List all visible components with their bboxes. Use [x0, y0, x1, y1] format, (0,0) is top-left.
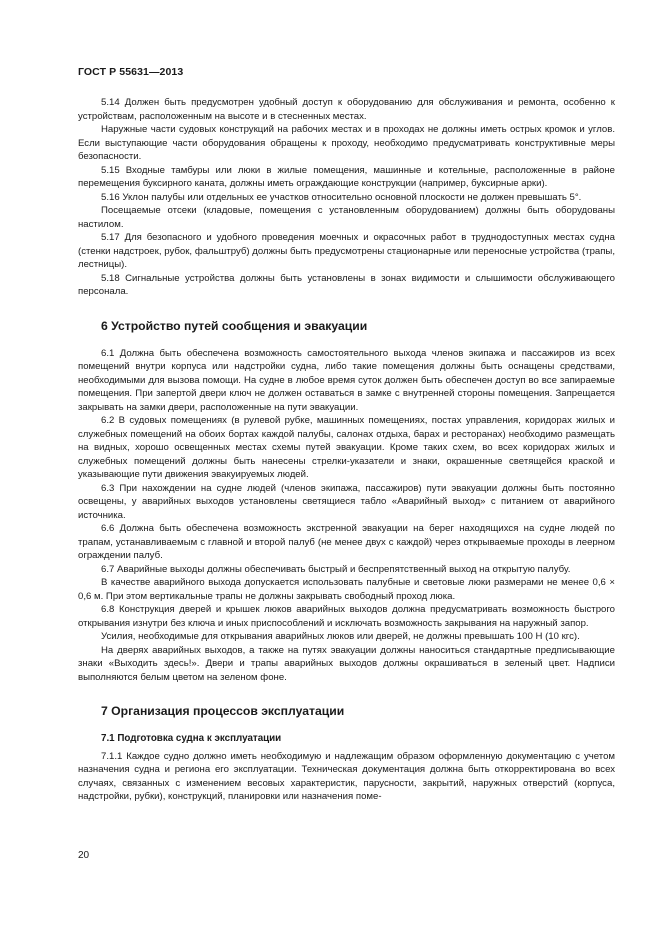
paragraph-6-2: 6.2 В судовых помещениях (в рулевой рубке, машинных помещениях, постах управления, коридорах жилых и служебных помещений на обоих бортах каждой палубы, салонах отдыха, барах и ресторанах) необходимо размещать на видных, хорошо освещенных местах схемы путей эвакуации. Кроме таких схем, во всех коридорах жилых и служебных помещений должны быть нанесены стрелки-указатели и знаки, окрашенные светящейся краской и указывающие пути движения эвакуируемых людей.: [78, 415, 615, 480]
paragraph-6-3: 6.3 При нахождении на судне людей (членов экипажа, пассажиров) пути эвакуации должны быть постоянно освещены, у аварийных выходов установлены светящиеся табло «Аварийный выход» с питанием от аварийного источника.: [78, 482, 615, 521]
document-body: [78, 96, 615, 804]
paragraph-6-1: 6.1 Должна быть обеспечена возможность самостоятельного выхода членов экипажа и пассажиров из всех помещений внутри корпуса или надстройки судна, либо такие помещения должны быть оснащены средствами, необходимыми для вызова помощи. На судне в любое время суток должен быть обеспечен доступ во все запираемые помещения. При запертой двери ключ не должен оставаться в замке с внутренней стороны помещения. Запрещается закрывать на замки двери, расположенные на пути эвакуации.: [78, 347, 615, 413]
paragraph-6-6: 6.6 Должна быть обеспечена возможность экстренной эвакуации на берег находящихся на судне людей по трапам, устанавливаемым с главной и второй палуб (не менее двух с каждой) через открываемые проходы в леерном ограждении палуб.: [78, 523, 615, 561]
section-7-heading: 7 Организация процессов эксплуатации: [101, 704, 345, 718]
paragraph-5-17: 5.17 Для безопасного и удобного проведения моечных и окрасочных работ в труднодоступных местах судна (стенки надстроек, рубок, фальштруб) должны быть предусмотрены стационарные или переносные устройства (трапы, лестницы).: [78, 232, 615, 270]
paragraph-5-18: 5.18 Сигнальные устройства должны быть установлены в зонах видимости и слышимости обслуживающего персонала.: [78, 272, 615, 297]
paragraph-6-7: 6.7 Аварийные выходы должны обеспечивать быстрый и беспрепятственный выход на открытую палубу.: [101, 563, 571, 575]
paragraph-6-8-signs: На дверях аварийных выходов, а также на путях эвакуации должны наноситься стандартные предписывающие знаки «Выходить здесь!». Двери и трапы аварийных выходов должны окрашиваться в зеленый цвет. Надписи выполняются белым цветом на зеленом фоне.: [78, 644, 615, 683]
paragraph-5-14: 5.14 Должен быть предусмотрен удобный доступ к оборудованию для обслуживания и ремонта, особенно к устройствам, расположенным на высоте и в стесненных местах.: [78, 97, 615, 122]
page-number: 20: [78, 850, 90, 861]
subsection-7-1-heading: 7.1 Подготовка судна к эксплуатации: [101, 733, 282, 744]
paragraph-7-1-1: 7.1.1 Каждое судно должно иметь необходимую и надлежащим образом оформленную документацию с учетом назначения судна и региона его эксплуатации. Техническая документация должна быть откорректирована во всех случаях, связанных с изменением весовых характеристик, парусности, закрытий, наружных отверстий (корпуса, надстройки, рубки), конструкций, планировки или назначения поме-: [78, 750, 615, 802]
section-6-heading: 6 Устройство путей сообщения и эвакуации: [101, 318, 368, 333]
paragraph-6-8-cont: Усилия, необходимые для открывания аварийных люков или дверей, не должны превышать 100 Н (10 кгс).: [101, 631, 580, 642]
document-header: ГОСТ Р 55631—2013: [78, 66, 184, 78]
paragraph-6-7-cont: В качестве аварийного выхода допускается использовать палубные и световые люки размерами не менее 0,6 × 0,6 м. При этом вертикальные трапы не должны закрывать свободный проход люка.: [78, 577, 615, 602]
paragraph-5-16-cont: Посещаемые отсеки (кладовые, помещения с установленным оборудованием) должны быть оборудованы настилом.: [78, 205, 615, 230]
paragraph-5-16: 5.16 Уклон палубы или отдельных ее участков относительно основной плоскости не должен превышать 5°.: [101, 191, 582, 203]
paragraph-6-8: 6.8 Конструкция дверей и крышек люков аварийных выходов должна предусматривать возможность быстрого открывания изнутри без ключа и иных приспособлений и исключать возможность закрывания на наружный запор.: [78, 604, 615, 629]
paragraph-5-14-cont: Наружные части судовых конструкций на рабочих местах и в проходах не должны иметь острых кромок и углов. Если выступающие части оборудования обращены к проходу, необходимо предусматривать конструктивные меры безопасности.: [78, 124, 615, 162]
paragraph-5-15: 5.15 Входные тамбуры или люки в жилые помещения, машинные и котельные, расположенные в районе перемещения буксирного каната, должны иметь ограждающие конструкции (например, буксирные арки).: [78, 164, 615, 189]
